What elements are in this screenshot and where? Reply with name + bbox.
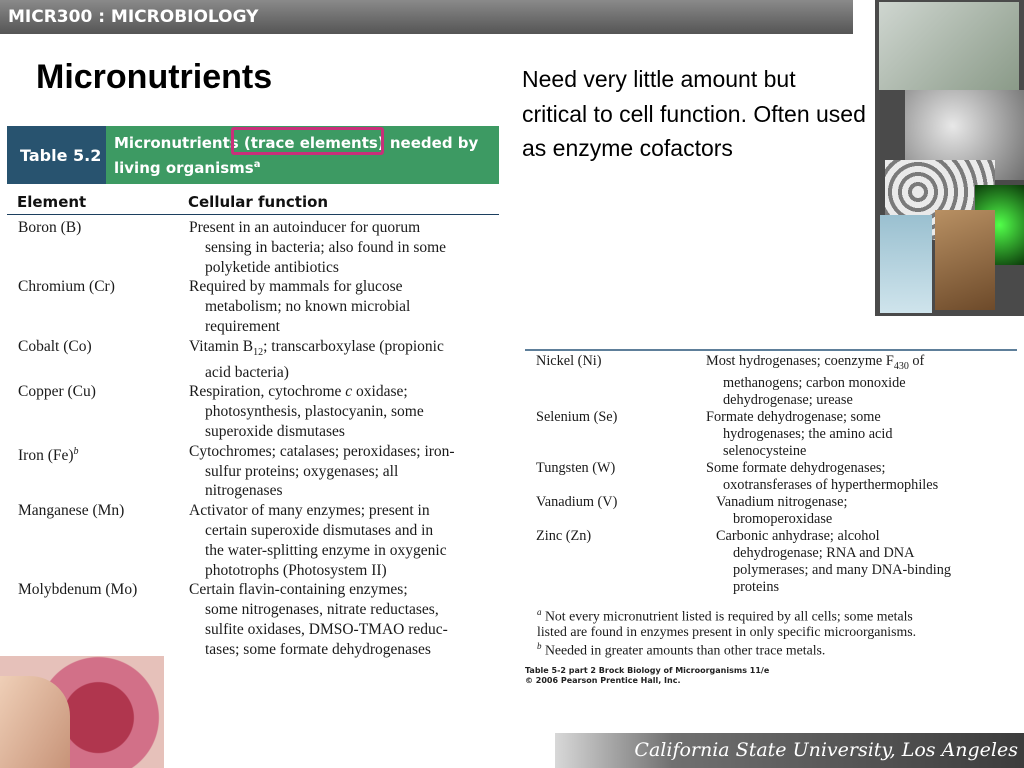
- course-header-bar: [0, 0, 853, 34]
- column-header-element: Element: [17, 193, 87, 211]
- table-top-rule: [525, 349, 1017, 351]
- table-header: [7, 126, 499, 184]
- microbiology-photo-collage: [875, 0, 1024, 316]
- table-row: Nickel (Ni) Most hydrogenases; coenzyme $F_{430}$ of methanogens; carbon monoxide dehydrogenase; urease: [536, 353, 925, 408]
- trace-elements-highlight: [231, 127, 384, 155]
- column-header-function: Cellular function: [188, 193, 329, 211]
- caption-footnote-mark: a: [253, 159, 261, 170]
- footnote-a-cont: listed are found in enzymes present in only specific microorganisms.: [537, 623, 917, 639]
- table-caption-line2: living organisms: [114, 159, 254, 177]
- micronutrients-table-part1: [7, 126, 499, 660]
- table-row: Vanadium (V) Vanadium nitrogenase; bromoperoxidase: [536, 493, 848, 527]
- table-number: Table 5.2: [7, 126, 106, 184]
- table-column-headers: [7, 184, 499, 215]
- table-row: Tungsten (W) Some formate dehydrogenases; oxotransferases of hyperthermophiles: [536, 459, 939, 493]
- table-footnotes: [525, 605, 1017, 659]
- table-row: Copper (Cu) Respiration, cytochrome c oxidase; photosynthesis, plastocyanin, some superoxide dismutases: [18, 383, 424, 441]
- footnote-b: $^b$ Needed in greater amounts than other trace metals.: [537, 641, 826, 659]
- slide-title: Micronutrients: [36, 58, 273, 96]
- footer-bar: [555, 733, 1024, 768]
- footnote-a: $^a$ Not every micronutrient listed is required by all cells; some metals: [537, 606, 913, 624]
- table-row: Selenium (Se) Formate dehydrogenase; some hydrogenases; the amino acid selenocysteine: [536, 408, 893, 459]
- side-note: Need very little amount but critical to cell function. Often used as enzyme cofactors: [522, 66, 866, 161]
- collage-photo-tissue: [935, 210, 995, 310]
- table-row: Cobalt (Co) Vitamin $B_{12}$; transcarboxylase (propionic acid bacteria): [18, 337, 444, 381]
- table-row: Zinc (Zn) Carbonic anhydrase; alcohol dehydrogenase; RNA and DNA polymerases; and many DNA-binding proteins: [536, 527, 951, 595]
- table-credit: Table 5-2 part 2 Brock Biology of Microorganisms 11/e © 2006 Pearson Prentice Hall, Inc.: [525, 665, 770, 685]
- course-title: MICR300 : MICROBIOLOGY: [8, 7, 259, 27]
- petri-dish-photo: [0, 656, 164, 768]
- table-caption-line1: Micronutrients (trace elements) needed by: [114, 134, 479, 152]
- institution-name: California State University, Los Angeles: [634, 739, 1018, 761]
- collage-photo-researcher: [880, 215, 932, 313]
- table-row: Iron $(Fe)^b$ Cytochromes; catalases; peroxidases; iron- sulfur proteins; oxygenases; all nitrogenases: [18, 442, 455, 500]
- table-row: Boron (B) Present in an autoinducer for quorum sensing in bacteria; also found in some polyketide antibiotics: [18, 219, 447, 276]
- table-row: Chromium (Cr) Required by mammals for glucose metabolism; no known microbial requirement: [18, 278, 411, 335]
- micronutrients-table-part2: [525, 349, 1017, 686]
- table-row: Manganese (Mn) Activator of many enzymes; present in certain superoxide dismutases and in the water-splitting enzyme in oxygenic phototrophs (Photosystem II): [18, 502, 447, 579]
- table-row: Molybdenum (Mo) Certain flavin-containing enzymes; some nitrogenases, nitrate reductases, sulfite oxidases, DMSO-TMAO reduc- tases; some formate dehydrogenases: [18, 581, 448, 658]
- table-caption: [106, 126, 499, 184]
- gloved-hand: [0, 676, 70, 768]
- collage-photo-lab: [879, 2, 1019, 90]
